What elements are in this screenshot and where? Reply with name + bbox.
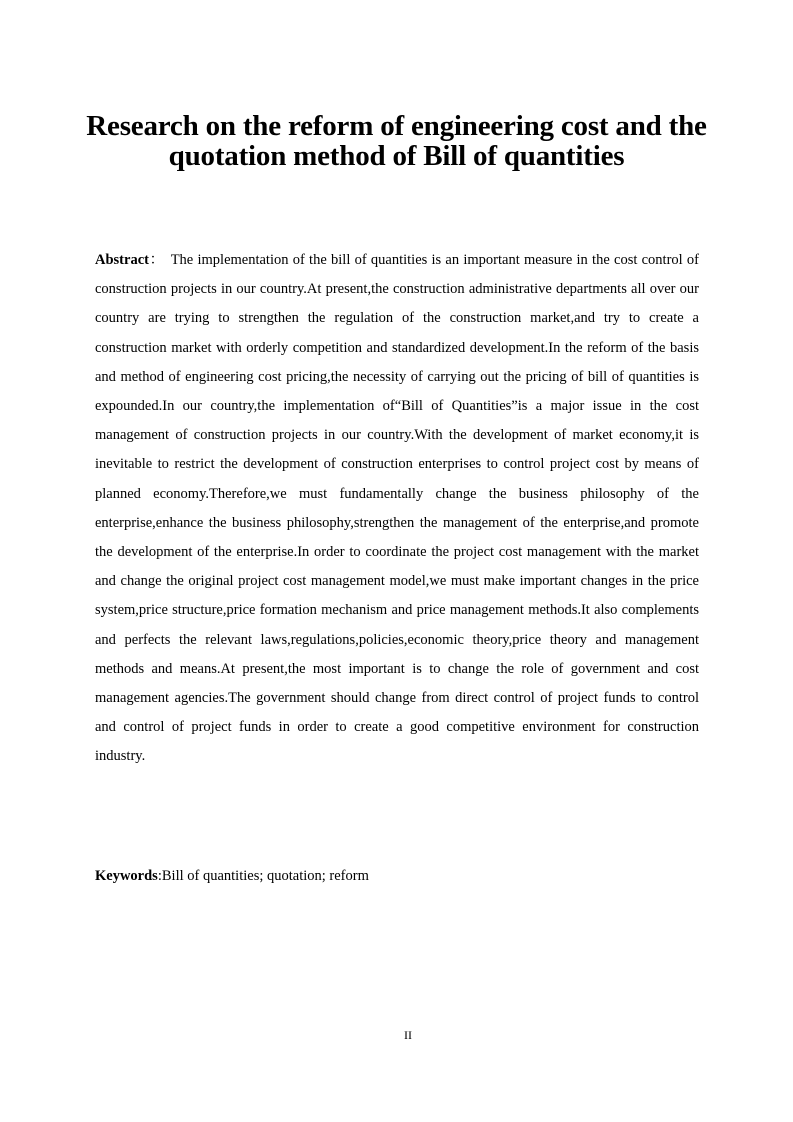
keywords-separator: : [157, 868, 162, 884]
keywords-paragraph [95, 862, 699, 891]
abstract-separator: ： [148, 252, 165, 268]
abstract-paragraph [95, 246, 699, 772]
page-number: II [404, 1028, 412, 1042]
abstract-text: The implementation of the bill of quantities is an important measure in the cost control of construction projects in our country.At present,the construction administrative departments all over our country are trying to strengthen the regulation of the construction market,and try to create a construction market with orderly competition and standardized development.In the reform of the basis and method of engineering cost pricing,the necessity of carrying out the pricing of bill of quantities is expounded.In our country,the implementation of“Bill of Quantities”is a major issue in the cost management of construction projects in our country.With the development of market economy,it is inevitable to restrict the development of construction enterprises to control project cost by means of planned economy.Therefore,we must fundamentally change the business philosophy of the enterprise,enhance the business philosophy,strengthen the management of the enterprise,and promote the development of the enterprise.In order to coordinate the project cost management with the market and change the original project cost management model,we must make important changes in the price system,price structure,price formation mechanism and price management methods.It also complements and perfects the relevant laws,regulations,policies,economic theory,price theory and management methods and means.At present,the most important is to change the role of government and cost management agencies.The government should change from direct control of project funds to control and control of project funds in order to create a good competitive environment for construction industry. [95, 252, 699, 765]
keywords-text: Bill of quantities; quotation; reform [161, 868, 369, 884]
abstract-label: Abstract [95, 252, 149, 268]
keywords-label: Keywords [95, 868, 158, 884]
page-title: Research on the reform of engineering cost and the quotation method of Bill of quantities [86, 110, 707, 172]
